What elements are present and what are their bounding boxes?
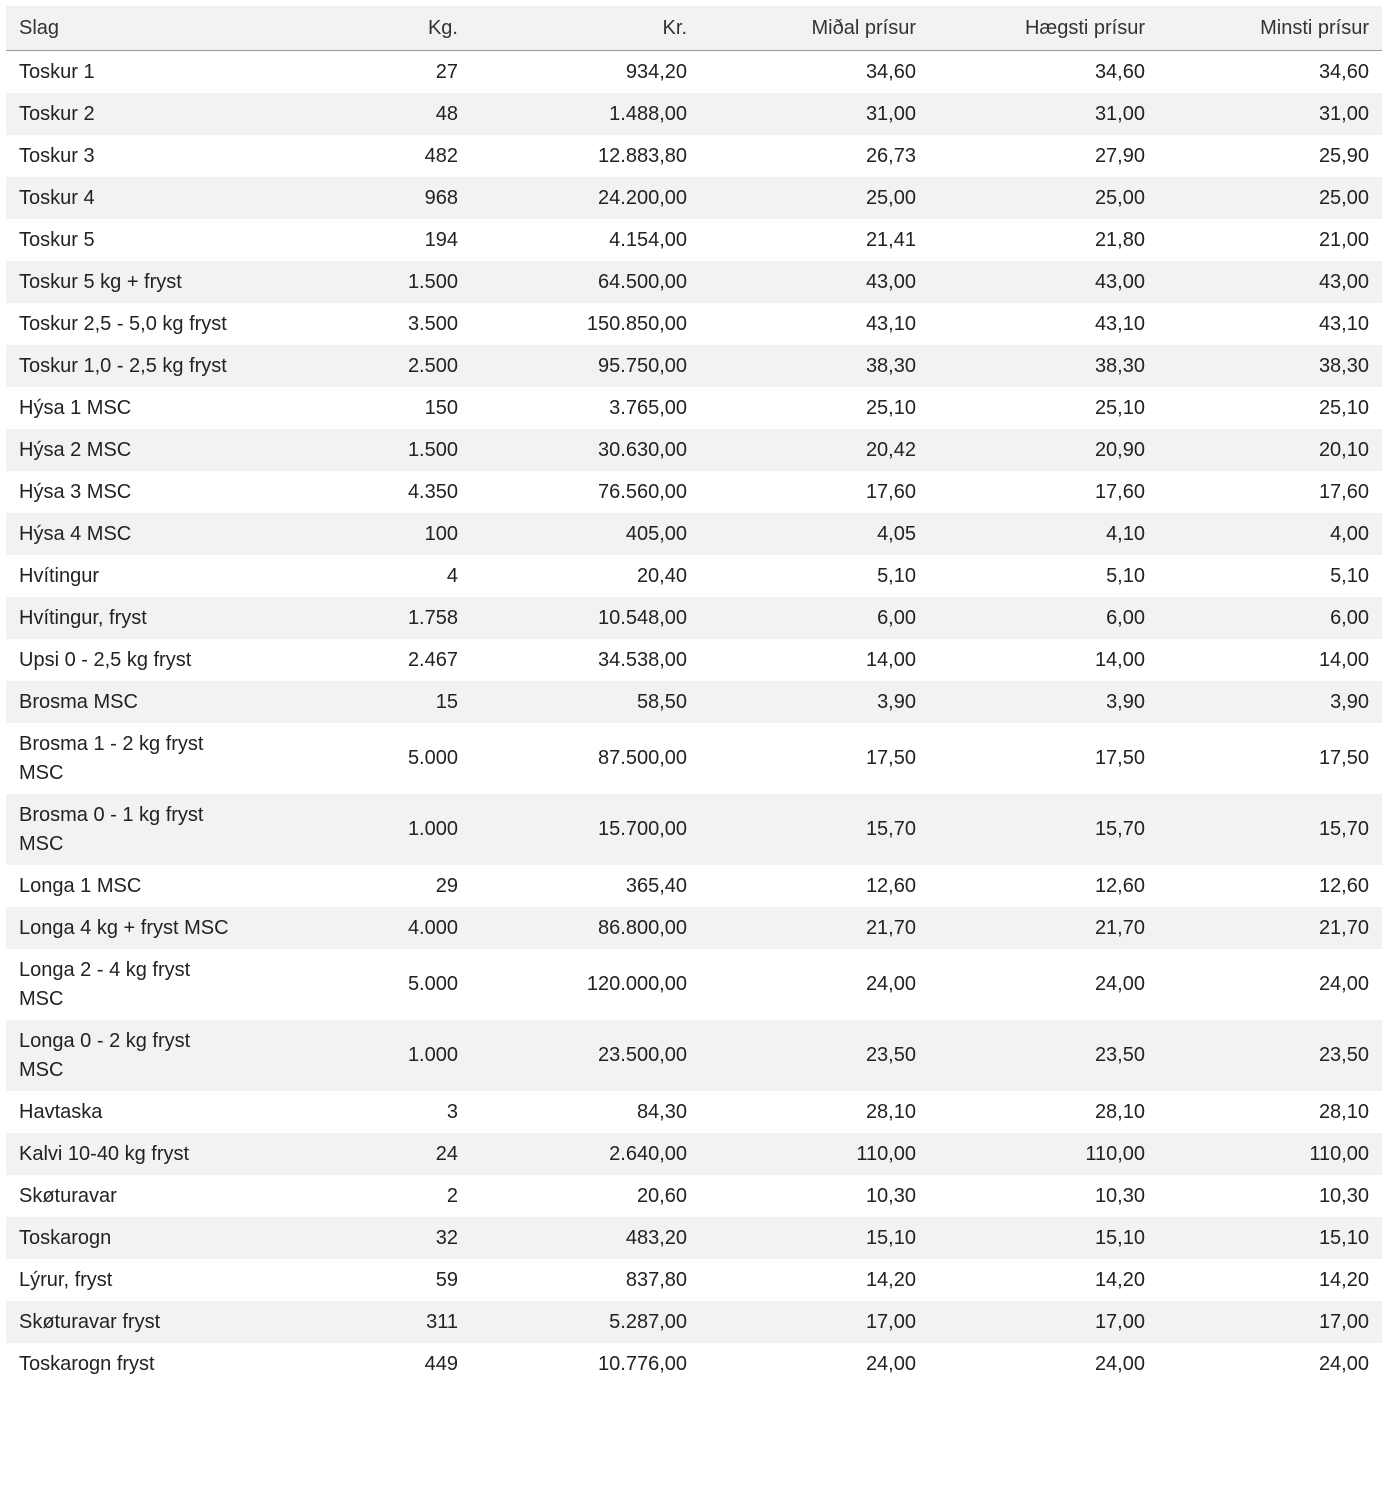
cell-kr: 58,50 — [471, 681, 700, 723]
cell-minsti-prisur: 17,50 — [1318, 747, 1369, 769]
table-row — [6, 261, 1382, 303]
cell-midal-prisur: 24,00 — [865, 973, 916, 995]
cell-haegsti-prisur: 4,10 — [929, 513, 1158, 555]
cell-minsti-prisur: 5,10 — [1330, 564, 1369, 587]
table-row — [6, 1217, 1382, 1259]
cell-minsti-prisur: 43,00 — [1158, 261, 1382, 303]
cell-haegsti-prisur: 31,00 — [929, 93, 1158, 135]
cell-kg: 48 — [253, 93, 471, 135]
cell-midal-prisur: 34,60 — [865, 60, 916, 83]
cell-kr: 10.548,00 — [471, 597, 700, 639]
cell-midal-prisur: 5,10 — [877, 564, 916, 587]
cell-kg: 1.000 — [253, 794, 471, 865]
cell-haegsti-prisur: 28,10 — [1094, 1100, 1145, 1123]
table-row — [6, 1301, 1382, 1343]
cell-kg: 29 — [435, 874, 458, 897]
cell-midal-prisur: 17,60 — [865, 480, 916, 503]
cell-minsti-prisur: 34,60 — [1318, 60, 1369, 83]
cell-minsti-prisur: 21,00 — [1318, 228, 1369, 251]
cell-slag: Toskur 2 — [6, 93, 253, 135]
cell-kg: 2.467 — [407, 648, 458, 671]
cell-midal-prisur: 21,41 — [865, 228, 916, 251]
table-row — [6, 429, 1382, 471]
cell-midal-prisur: 26,73 — [865, 144, 916, 167]
cell-kg: 482 — [424, 144, 458, 167]
table-row — [6, 865, 1382, 907]
price-table — [6, 6, 1382, 1385]
table-row — [6, 471, 1382, 513]
column-header-slag: Slag — [6, 6, 253, 51]
cell-haegsti-prisur: 20,90 — [929, 429, 1158, 471]
cell-kr: 405,00 — [471, 513, 700, 555]
cell-kr: 3.765,00 — [609, 396, 687, 419]
cell-kg: 27 — [435, 60, 458, 83]
cell-slag: Skøturavar fryst — [6, 1301, 253, 1343]
cell-haegsti-prisur: 27,90 — [1094, 144, 1145, 167]
cell-slag: Longa 4 kg + fryst MSC — [6, 907, 253, 949]
table-row — [6, 345, 1382, 387]
table-row — [6, 639, 1382, 681]
table-row — [6, 387, 1382, 429]
cell-midal-prisur: 38,30 — [700, 345, 929, 387]
cell-slag: Upsi 0 - 2,5 kg fryst — [19, 648, 192, 671]
table-row — [6, 597, 1382, 639]
cell-minsti-prisur: 43,10 — [1318, 312, 1369, 335]
cell-midal-prisur: 10,30 — [865, 1184, 916, 1207]
cell-minsti-prisur: 3,90 — [1158, 681, 1382, 723]
cell-slag: Hvítingur, fryst — [6, 597, 253, 639]
cell-slag: Toskur 1 — [19, 60, 95, 83]
cell-kg: 5.000 — [407, 747, 458, 769]
cell-slag: Skøturavar — [19, 1184, 117, 1207]
cell-minsti-prisur: 12,60 — [1318, 874, 1369, 897]
cell-kr: 120.000,00 — [586, 973, 687, 995]
cell-minsti-prisur: 15,70 — [1158, 794, 1382, 865]
cell-minsti-prisur: 25,00 — [1158, 177, 1382, 219]
table-row — [6, 93, 1382, 135]
cell-haegsti-prisur: 6,00 — [929, 597, 1158, 639]
cell-minsti-prisur: 38,30 — [1158, 345, 1382, 387]
cell-slag: Toskur 4 — [6, 177, 253, 219]
cell-kr: 15.700,00 — [471, 794, 700, 865]
cell-kg: 15 — [253, 681, 471, 723]
cell-midal-prisur: 14,20 — [865, 1268, 916, 1291]
cell-slag: Toskarogn fryst — [19, 1352, 155, 1375]
cell-midal-prisur: 6,00 — [700, 597, 929, 639]
column-header-kg: Kg. — [253, 6, 471, 51]
cell-midal-prisur: 23,50 — [700, 1020, 929, 1091]
cell-slag: Hvítingur — [19, 564, 100, 587]
cell-minsti-prisur: 31,00 — [1158, 93, 1382, 135]
cell-midal-prisur: 12,60 — [865, 874, 916, 897]
table-row — [6, 555, 1382, 597]
table-row — [6, 1133, 1382, 1175]
cell-slag: Longa 2 - 4 kg fryst MSC — [19, 958, 191, 1010]
cell-midal-prisur: 110,00 — [700, 1133, 929, 1175]
cell-midal-prisur: 43,00 — [700, 261, 929, 303]
table-row — [6, 949, 1382, 1020]
cell-haegsti-prisur: 34,60 — [1094, 60, 1145, 83]
cell-kg: 4.350 — [407, 480, 458, 503]
cell-haegsti-prisur: 21,70 — [929, 907, 1158, 949]
cell-midal-prisur: 20,42 — [700, 429, 929, 471]
cell-kr: 64.500,00 — [471, 261, 700, 303]
cell-kg: 311 — [253, 1301, 471, 1343]
cell-slag: Toskur 5 — [19, 228, 95, 251]
cell-minsti-prisur: 24,00 — [1318, 1352, 1369, 1375]
cell-slag: Brosma 1 - 2 kg fryst MSC — [19, 732, 204, 784]
cell-kr: 20,40 — [636, 564, 687, 587]
cell-haegsti-prisur: 25,10 — [1094, 396, 1145, 419]
cell-kr: 12.883,80 — [598, 144, 687, 167]
cell-kr: 84,30 — [636, 1100, 687, 1123]
table-body — [6, 51, 1382, 1386]
cell-kg: 1.000 — [253, 1020, 471, 1091]
cell-slag: Hýsa 2 MSC — [6, 429, 253, 471]
cell-kr: 95.750,00 — [471, 345, 700, 387]
cell-kr: 365,40 — [625, 874, 687, 897]
cell-haegsti-prisur: 43,00 — [929, 261, 1158, 303]
cell-kr: 30.630,00 — [471, 429, 700, 471]
table-row — [6, 513, 1382, 555]
cell-haegsti-prisur: 14,00 — [1094, 648, 1145, 671]
cell-slag: Toskur 2,5 - 5,0 kg fryst — [19, 312, 227, 335]
cell-slag: Toskur 5 kg + fryst — [6, 261, 253, 303]
table-row — [6, 1343, 1382, 1385]
cell-minsti-prisur: 28,10 — [1318, 1100, 1369, 1123]
cell-midal-prisur: 17,00 — [700, 1301, 929, 1343]
cell-minsti-prisur: 17,00 — [1158, 1301, 1382, 1343]
cell-midal-prisur: 31,00 — [700, 93, 929, 135]
cell-haegsti-prisur: 15,70 — [929, 794, 1158, 865]
cell-slag: Toskur 3 — [19, 144, 95, 167]
cell-midal-prisur: 25,10 — [865, 396, 916, 419]
cell-midal-prisur: 17,50 — [865, 747, 916, 769]
table-row — [6, 1259, 1382, 1301]
price-table-container — [6, 6, 1382, 1385]
cell-slag: Kalvi 10-40 kg fryst — [6, 1133, 253, 1175]
cell-kr: 10.776,00 — [598, 1352, 687, 1375]
cell-kr: 5.287,00 — [471, 1301, 700, 1343]
cell-kg: 2 — [446, 1184, 458, 1207]
cell-slag: Hýsa 1 MSC — [19, 396, 132, 419]
cell-slag: Longa 0 - 2 kg fryst MSC — [6, 1020, 253, 1091]
table-row — [6, 1175, 1382, 1217]
cell-kr: 837,80 — [625, 1268, 687, 1291]
column-header-minsti-prisur: Minsti prísur — [1158, 6, 1382, 51]
cell-kg: 3.500 — [407, 312, 458, 335]
cell-midal-prisur: 15,70 — [700, 794, 929, 865]
cell-kg: 968 — [253, 177, 471, 219]
cell-haegsti-prisur: 25,00 — [929, 177, 1158, 219]
cell-haegsti-prisur: 24,00 — [1094, 1352, 1145, 1375]
cell-haegsti-prisur: 3,90 — [929, 681, 1158, 723]
cell-haegsti-prisur: 10,30 — [1094, 1184, 1145, 1207]
column-header-midal-prisur: Miðal prísur — [700, 6, 929, 51]
cell-midal-prisur: 21,70 — [700, 907, 929, 949]
cell-kr: 483,20 — [471, 1217, 700, 1259]
header-row — [6, 6, 1382, 51]
table-row — [6, 907, 1382, 949]
table-header — [6, 6, 1382, 51]
cell-midal-prisur: 28,10 — [865, 1100, 916, 1123]
column-header-kr: Kr. — [471, 6, 700, 51]
cell-midal-prisur: 43,10 — [865, 312, 916, 335]
cell-haegsti-prisur: 43,10 — [1094, 312, 1145, 335]
cell-haegsti-prisur: 14,20 — [1094, 1268, 1145, 1291]
table-row — [6, 794, 1382, 865]
cell-kg: 449 — [424, 1352, 458, 1375]
cell-midal-prisur: 24,00 — [865, 1352, 916, 1375]
cell-haegsti-prisur: 23,50 — [929, 1020, 1158, 1091]
cell-minsti-prisur: 14,20 — [1318, 1268, 1369, 1291]
table-row — [6, 303, 1382, 345]
cell-kg: 4 — [446, 564, 458, 587]
cell-kr: 1.488,00 — [471, 93, 700, 135]
cell-minsti-prisur: 17,60 — [1318, 480, 1369, 503]
cell-kg: 32 — [253, 1217, 471, 1259]
cell-slag: Brosma MSC — [6, 681, 253, 723]
cell-slag: Brosma 0 - 1 kg fryst MSC — [6, 794, 253, 865]
cell-kg: 59 — [435, 1268, 458, 1291]
cell-kg: 5.000 — [407, 973, 458, 995]
cell-midal-prisur: 4,05 — [700, 513, 929, 555]
cell-midal-prisur: 15,10 — [700, 1217, 929, 1259]
cell-minsti-prisur: 20,10 — [1158, 429, 1382, 471]
cell-slag: Hýsa 4 MSC — [6, 513, 253, 555]
cell-minsti-prisur: 110,00 — [1158, 1133, 1382, 1175]
cell-kr: 86.800,00 — [471, 907, 700, 949]
cell-minsti-prisur: 10,30 — [1318, 1184, 1369, 1207]
cell-midal-prisur: 3,90 — [700, 681, 929, 723]
cell-kg: 3 — [446, 1100, 458, 1123]
table-row — [6, 681, 1382, 723]
cell-minsti-prisur: 15,10 — [1158, 1217, 1382, 1259]
cell-kg: 2.500 — [253, 345, 471, 387]
table-row — [6, 177, 1382, 219]
cell-kg: 1.500 — [253, 429, 471, 471]
cell-kr: 150.850,00 — [586, 312, 687, 335]
cell-kr: 934,20 — [625, 60, 687, 83]
cell-kg: 1.500 — [253, 261, 471, 303]
cell-haegsti-prisur: 17,50 — [1094, 747, 1145, 769]
cell-kr: 34.538,00 — [598, 648, 687, 671]
cell-kr: 23.500,00 — [471, 1020, 700, 1091]
cell-minsti-prisur: 25,10 — [1318, 396, 1369, 419]
cell-slag: Lýrur, fryst — [19, 1268, 113, 1291]
cell-haegsti-prisur: 24,00 — [1094, 973, 1145, 995]
table-row — [6, 135, 1382, 177]
cell-midal-prisur: 14,00 — [865, 648, 916, 671]
cell-midal-prisur: 25,00 — [700, 177, 929, 219]
cell-slag: Toskur 1,0 - 2,5 kg fryst — [6, 345, 253, 387]
column-header-haegsti-prisur: Hægsti prísur — [929, 6, 1158, 51]
cell-kr: 87.500,00 — [598, 747, 687, 769]
cell-haegsti-prisur: 12,60 — [1094, 874, 1145, 897]
table-row — [6, 723, 1382, 794]
cell-minsti-prisur: 24,00 — [1318, 973, 1369, 995]
cell-slag: Havtaska — [19, 1100, 103, 1123]
table-row — [6, 1020, 1382, 1091]
table-row — [6, 1091, 1382, 1133]
table-row — [6, 51, 1382, 94]
cell-kg: 150 — [424, 396, 458, 419]
cell-haegsti-prisur: 17,00 — [929, 1301, 1158, 1343]
cell-kg: 1.758 — [253, 597, 471, 639]
cell-minsti-prisur: 6,00 — [1158, 597, 1382, 639]
table-row — [6, 219, 1382, 261]
cell-kr: 20,60 — [636, 1184, 687, 1207]
cell-kr: 76.560,00 — [598, 480, 687, 503]
cell-haegsti-prisur: 110,00 — [929, 1133, 1158, 1175]
cell-kr: 24.200,00 — [471, 177, 700, 219]
cell-haegsti-prisur: 17,60 — [1094, 480, 1145, 503]
cell-slag: Longa 1 MSC — [19, 874, 142, 897]
cell-slag: Hýsa 3 MSC — [19, 480, 132, 503]
cell-haegsti-prisur: 38,30 — [929, 345, 1158, 387]
cell-minsti-prisur: 14,00 — [1318, 648, 1369, 671]
cell-haegsti-prisur: 21,80 — [1094, 228, 1145, 251]
cell-haegsti-prisur: 15,10 — [929, 1217, 1158, 1259]
cell-kg: 100 — [253, 513, 471, 555]
cell-kg: 194 — [424, 228, 458, 251]
cell-kg: 24 — [253, 1133, 471, 1175]
cell-minsti-prisur: 21,70 — [1158, 907, 1382, 949]
cell-kr: 2.640,00 — [471, 1133, 700, 1175]
cell-minsti-prisur: 25,90 — [1318, 144, 1369, 167]
cell-haegsti-prisur: 5,10 — [1106, 564, 1145, 587]
cell-minsti-prisur: 4,00 — [1158, 513, 1382, 555]
cell-kr: 4.154,00 — [609, 228, 687, 251]
cell-kg: 4.000 — [253, 907, 471, 949]
cell-minsti-prisur: 23,50 — [1158, 1020, 1382, 1091]
cell-slag: Toskarogn — [6, 1217, 253, 1259]
